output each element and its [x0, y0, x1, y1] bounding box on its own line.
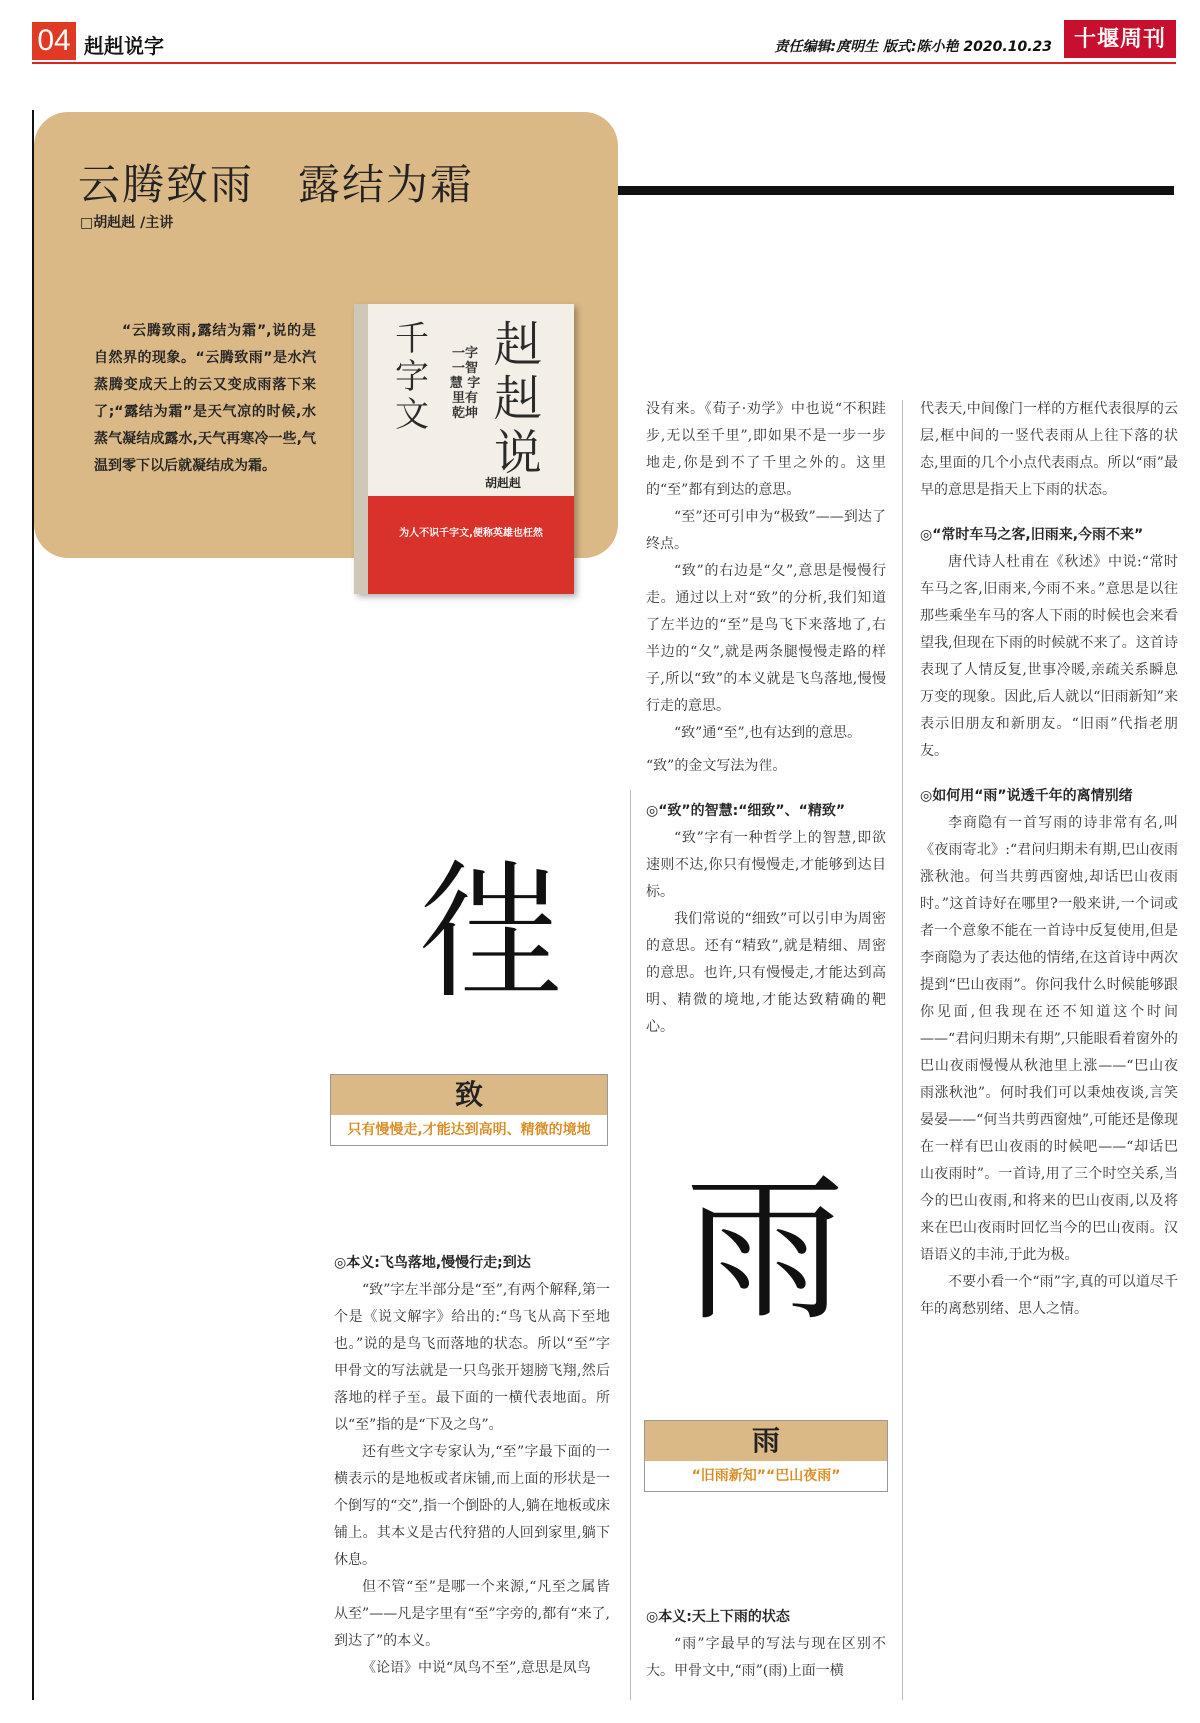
yu-caption: “旧雨新知”“巴山夜雨” [691, 1468, 841, 1484]
article-title: 云腾致雨 露结为霜 [78, 160, 475, 209]
header-divider [32, 62, 1176, 64]
yu-char: 雨 [645, 1421, 887, 1461]
col3-heading2: ◎如何用“雨”说透千年的离情别绪 [920, 788, 1133, 804]
byline: □胡赳赳 /主讲 [80, 215, 174, 231]
yu-caption-box [644, 1420, 888, 1492]
column-rule-1 [630, 790, 631, 1700]
col3-p1: 代表天,中间像门一样的方框代表很厚的云层,框中间的一竖代表雨从上往下落的状态,里面的几个小点代表雨点。所以“雨”最早的意思是指天上下雨的状态。 [920, 401, 1178, 498]
book-title-big: 赳赳说 [493, 317, 542, 481]
book-author: 胡赳赳 [484, 476, 521, 490]
col3-heading1: ◎“常时车马之客,旧雨来,今雨不来” [920, 527, 1144, 543]
column-3 [920, 396, 1178, 1323]
col2-p1: 没有来。《荀子·劝学》中也说“不积跬步,无以至千里”,即如果不是一步一步地走,你是到不了千里之外的。这里的“至”都有到达的意思。 [646, 401, 886, 498]
book-cover-image [354, 304, 574, 594]
col3-p4: 不要小看一个“雨”字,真的可以道尽千年的离愁别绪、思人之情。 [920, 1274, 1178, 1317]
book-subtitle: 一字一智慧 字里有乾坤 [449, 346, 481, 421]
book-slogan: 为人不识千字文,便称英雄也枉然 [399, 528, 543, 539]
zhi-caption-box [330, 1074, 608, 1146]
col2-p4: “致”通“至”,也有达到的意思。 [674, 725, 862, 741]
editor-line: 责任编辑:庹明生 版式:陈小艳 2020.10.23 [774, 39, 1052, 55]
col2-p5: “致”的金文写法为𢓸。 [646, 758, 787, 774]
zhi-char: 致 [331, 1075, 607, 1115]
zhi-bronze-glyph: 𢓸 [414, 848, 565, 1022]
column-name: 赳赳说字 [84, 34, 164, 58]
col1-p2: 还有些文字专家认为,“至”字最下面的一横表示的是地板或者床铺,而上面的形状是一个倒写的“交”,指一个倒卧的人,躺在地板或床铺上。其本义是古代狩猎的人回到家里,躺下休息。 [334, 1444, 610, 1568]
col1-p3: 但不管“至”是哪一个来源,“凡至之属皆从至”——凡是字里有“至”字旁的,都有“来了,到达了”的本义。 [334, 1579, 610, 1649]
column-2-upper [646, 396, 886, 1041]
col3-p2: 唐代诗人杜甫在《秋述》中说:“常时车马之客,旧雨来,今雨不来。”意思是以往那些乘坐车马的客人下雨的时候也会来看望我,但现在下雨的时候就不来了。这首诗表现了人情反复,世事冷暖,亲疏关系瞬息万变的现象。因此,后人就以“旧雨新知”来表示旧朋友和新朋友。“旧雨”代指老朋友。 [920, 554, 1178, 759]
col2-p8: “雨”字最早的写法与现在区别不大。甲骨文中,“雨”(雨)上面一横 [646, 1636, 886, 1679]
column-rule-2 [902, 400, 903, 1700]
col2-heading2: ◎本义:天上下雨的状态 [646, 1609, 790, 1625]
book-spine [354, 304, 368, 594]
book-red-band [368, 496, 574, 594]
col2-p3: “致”的右边是“夂”,意思是慢慢行走。通过以上对“致”的分析,我们知道了左半边的“至”是鸟飞下来落地了,右半边的“夂”,就是两条腿慢慢走路的样子,所以“致”的本义就是飞鸟落地,慢慢行走的意思。 [646, 563, 886, 714]
col1-p4: 《论语》中说“凤鸟不至”,意思是凤鸟 [362, 1660, 591, 1676]
brand-logo: 十堰周刊 [1064, 20, 1176, 58]
zhi-caption: 只有慢慢走,才能达到高明、精微的境地 [347, 1122, 591, 1138]
col1-heading: ◎本义:飞鸟落地,慢慢行走;到达 [334, 1255, 531, 1271]
col2-p7: 我们常说的“细致”可以引申为周密的意思。还有“精致”,就是精细、周密的意思。也许,只有慢慢走,才能达到高明、精微的境地,才能达致精确的靶心。 [646, 911, 886, 1035]
column-1 [334, 1250, 610, 1682]
page-number: 04 [32, 22, 76, 60]
column-2-lower [646, 1604, 886, 1685]
title-rule [618, 186, 1174, 195]
col1-p1: “致”字左半部分是“至”,有两个解释,第一个是《说文解字》给出的:“鸟飞从高下至地也。”说的是鸟飞而落地的状态。所以“至”字甲骨文的写法就是一只鸟张开翅膀飞翔,然后落地的样子𦤳。最下面的一横代表地面。所以“至”指的是“下及之鸟”。 [334, 1282, 610, 1433]
col2-heading: ◎“致”的智慧:“细致”、“精致” [646, 803, 846, 819]
col2-p6: “致”字有一种哲学上的智慧,即欲速则不达,你只有慢慢走,才能够到达目标。 [646, 830, 886, 900]
col3-p3: 李商隐有一首写雨的诗非常有名,叫《夜雨寄北》:“君问归期未有期,巴山夜雨涨秋池。何当共剪西窗烛,却话巴山夜雨时。”这首诗好在哪里?一般来讲,一个词或者一个意象不能在一首诗中反复使用,但是李商隐为了表达他的情绪,在这首诗中两次提到“巴山夜雨”。你问我什么时候能够跟你见面,但我现在还不知道这个时间——“君问归期未有期”,只能眼看着窗外的巴山夜雨慢慢从秋池里上涨——“巴山夜雨涨秋池”。何时我们可以秉烛夜谈,言笑晏晏——“何当共剪西窗烛”,可能还是像现在一样有巴山夜雨的时候吧——“却话巴山夜雨时”。一首诗,用了三个时空关系,当今的巴山夜雨,和将来的巴山夜雨,以及将来在巴山夜雨时回忆当今的巴山夜雨。汉语语义的丰沛,于此为极。 [920, 815, 1178, 1263]
yu-oracle-glyph: 雨 [684, 1156, 845, 1343]
book-title-small: 千字文 [395, 319, 429, 435]
intro-paragraph: “云腾致雨,露结为霜”,说的是自然界的现象。“云腾致雨”是水汽蒸腾变成天上的云又变成雨落下来了;“露结为霜”是天气凉的时候,水蒸气凝结成露水,天气再寒冷一些,气温到零下以后就凝结成为霜。 [94, 323, 316, 474]
col2-p2: “至”还可引申为“极致”——到达了终点。 [646, 509, 886, 552]
